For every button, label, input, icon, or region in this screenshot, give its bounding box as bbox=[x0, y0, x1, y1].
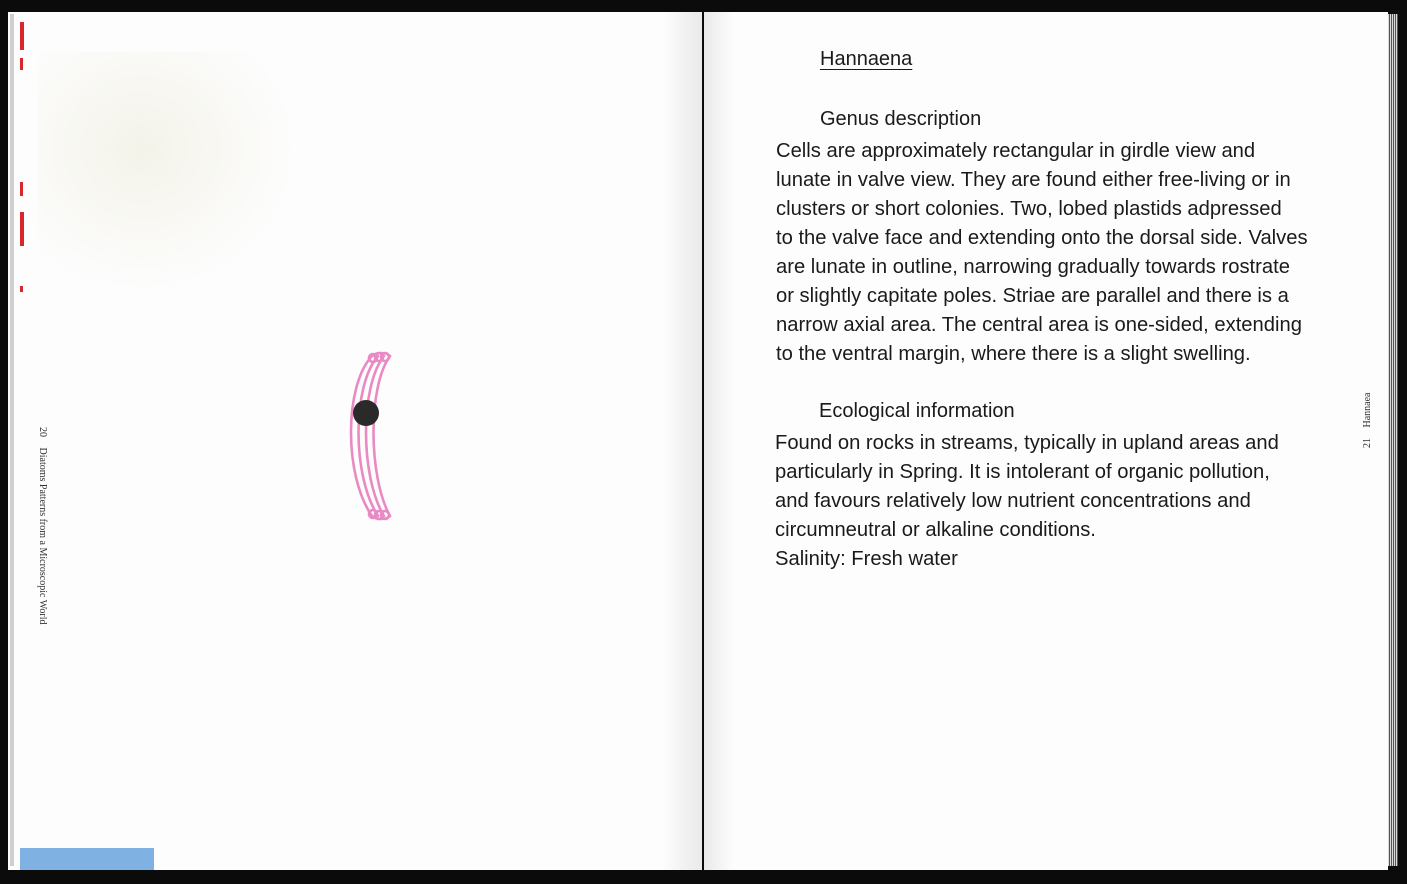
text-line: lunate in valve view. They are found either free-living or in bbox=[776, 169, 1291, 191]
text-line: clusters or short colonies. Two, lobed plastids adpressed bbox=[776, 198, 1282, 220]
edge-color-mark bbox=[20, 212, 24, 246]
show-through-print bbox=[38, 52, 298, 292]
ecological-information-heading: Ecological information bbox=[819, 400, 1015, 422]
edge-color-mark bbox=[20, 182, 23, 196]
text-line: are lunate in outline, narrowing gradually towards rostrate bbox=[776, 256, 1290, 278]
genus-description-heading: Genus description bbox=[820, 108, 982, 130]
edge-color-mark bbox=[20, 22, 24, 50]
text-line: Cells are approximately rectangular in girdle view and bbox=[776, 140, 1256, 162]
text-line: and favours relatively low nutrient concentrations and bbox=[775, 490, 1251, 512]
edge-color-mark-blue bbox=[20, 848, 154, 870]
text-line: narrow axial area. The central area is one-sided, extending bbox=[776, 314, 1302, 336]
diatom-outline bbox=[351, 356, 372, 516]
text-line: Found on rocks in streams, typically in upland areas and bbox=[775, 432, 1279, 454]
ecological-information-text bbox=[775, 429, 1335, 574]
diatom-outline bbox=[381, 353, 389, 361]
text-line: to the ventral margin, where there is a slight swelling. bbox=[776, 343, 1251, 365]
text-line: or slightly capitate poles. Striae are parallel and there is a bbox=[776, 285, 1289, 307]
left-page-edge bbox=[10, 14, 14, 866]
text-line: circumneutral or alkaline conditions. bbox=[775, 519, 1096, 541]
diatom-illustration bbox=[330, 346, 410, 526]
edge-color-mark bbox=[20, 58, 23, 70]
edge-color-mark bbox=[20, 286, 23, 292]
genus-description-text bbox=[776, 137, 1336, 369]
gutter-shadow-left bbox=[662, 12, 702, 870]
running-head-left bbox=[37, 427, 48, 625]
text-line: particularly in Spring. It is intolerant of organic pollution, bbox=[775, 461, 1270, 483]
diatom-central-dot bbox=[353, 400, 379, 426]
diatom-outline bbox=[381, 511, 389, 519]
right-page-edges bbox=[1388, 14, 1398, 866]
text-line: to the valve face and extending onto the dorsal side. Valves bbox=[776, 227, 1308, 249]
gutter-shadow-right bbox=[704, 12, 734, 870]
running-head-right bbox=[1362, 393, 1373, 448]
genus-title: Hannaena bbox=[820, 48, 913, 70]
running-head-left-text: Diatoms Patterns from a Microscopic World bbox=[37, 447, 48, 625]
page-number-left: 20 bbox=[37, 427, 48, 437]
page-number-right: 21 bbox=[1362, 438, 1373, 448]
running-head-right-text: Hannaea bbox=[1362, 392, 1373, 428]
diatom-outline bbox=[374, 356, 391, 516]
salinity-line: Salinity: Fresh water bbox=[775, 548, 958, 570]
